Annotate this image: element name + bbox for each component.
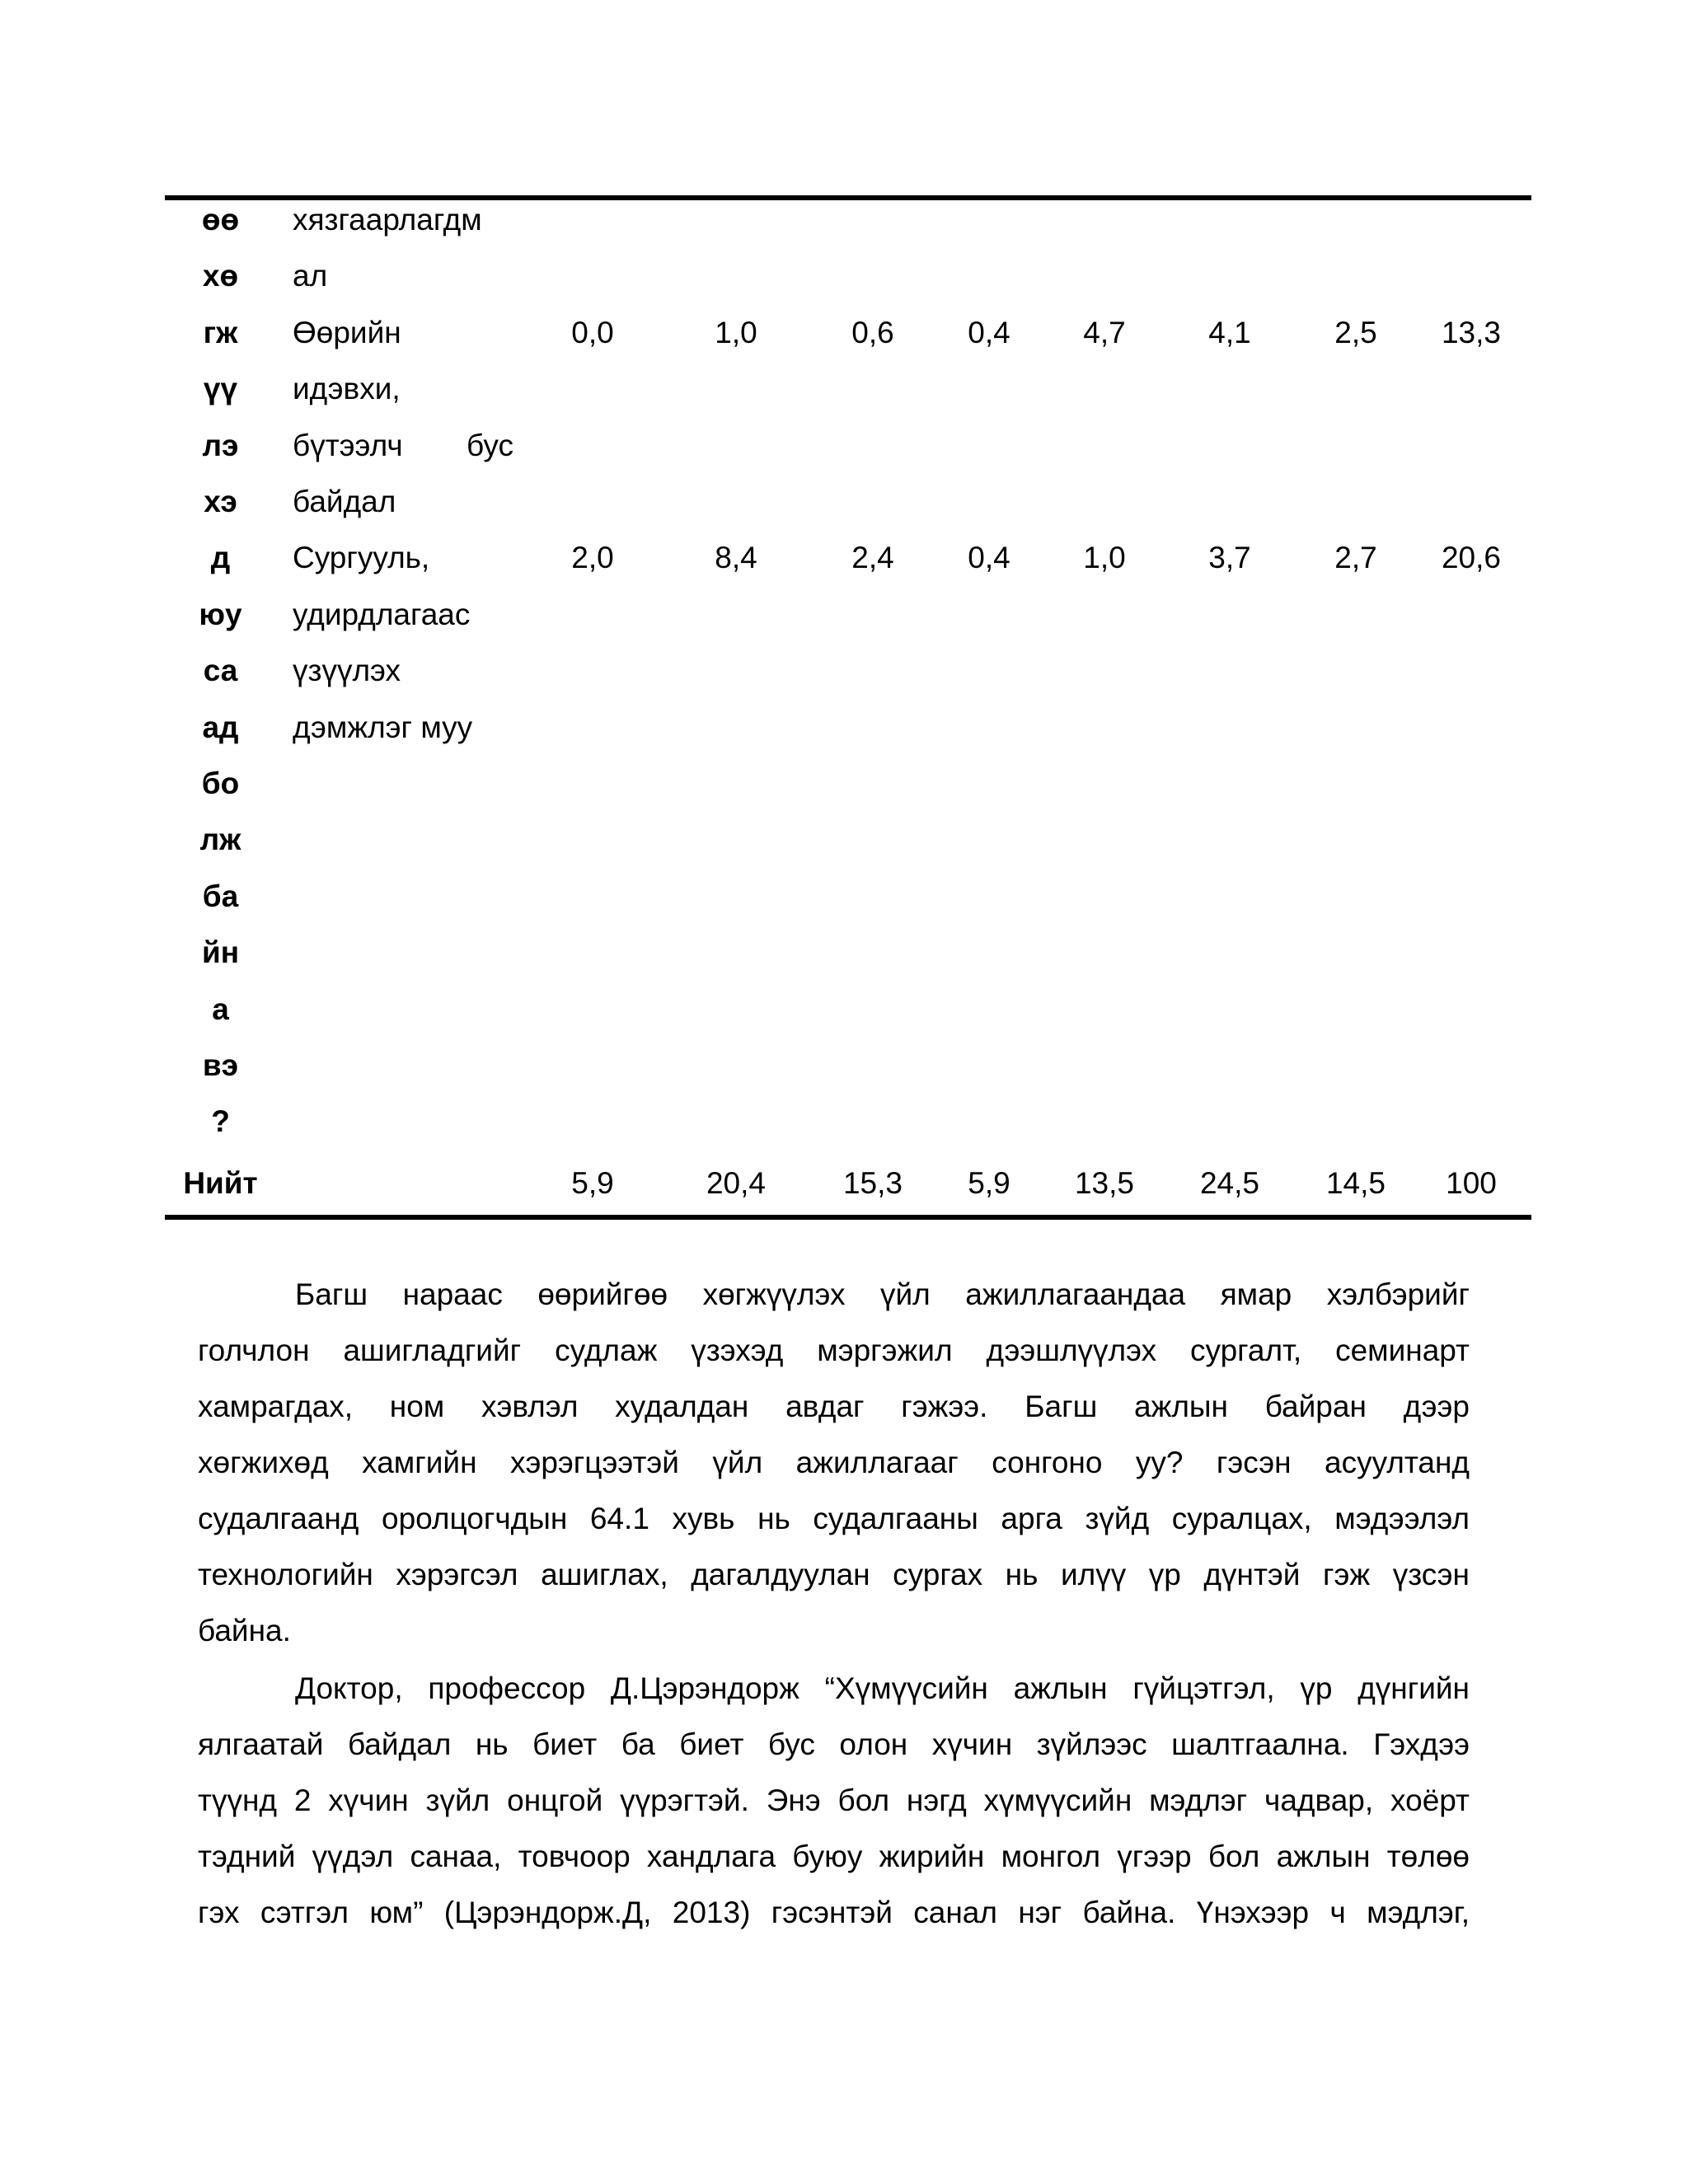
row-label: Сургууль, xyxy=(293,541,430,575)
question-fragment: лж xyxy=(199,823,241,857)
table-cell-value: 0,4 xyxy=(968,315,1010,349)
total-cell-value: 15,3 xyxy=(842,1166,903,1200)
question-fragment: гж xyxy=(203,315,238,349)
table-row xyxy=(0,361,1688,417)
row-label: байдал xyxy=(293,485,396,518)
paragraph xyxy=(198,1267,1470,1659)
table-row xyxy=(0,869,1688,925)
row-label: дэмжлэг муу xyxy=(293,710,473,744)
question-fragment: хө xyxy=(202,259,239,293)
question-fragment: са xyxy=(203,654,238,688)
row-label: удирдлагаас xyxy=(293,597,471,631)
table-cell-value: 0,6 xyxy=(851,315,894,349)
table-cell-value: 2,4 xyxy=(851,541,894,575)
total-cell-value: 100 xyxy=(1446,1166,1497,1200)
row-label: ал xyxy=(293,259,328,293)
text-line: голчлон ашигладгийг судлаж үзэхэд мэргэжил дээшлүүлэх сургалт, семинарт xyxy=(198,1333,1470,1367)
table-row xyxy=(0,982,1688,1038)
question-fragment: вэ xyxy=(202,1048,239,1082)
row-label: идэвхи, xyxy=(293,372,401,406)
row-label: хязгаарлагдм xyxy=(293,203,482,237)
question-fragment: юу xyxy=(199,597,242,631)
table-row xyxy=(0,925,1688,981)
table-row xyxy=(0,700,1688,756)
table-cell-value: 4,7 xyxy=(1083,315,1126,349)
question-fragment: лэ xyxy=(202,428,239,462)
text-line: судалгаанд оролцогчдын 64.1 хувь нь судалгааны арга зүйд суралцах, мэдээлэл xyxy=(198,1502,1470,1535)
question-fragment: хэ xyxy=(204,485,237,518)
table-cell-value: 8,4 xyxy=(715,541,757,575)
question-fragment: а xyxy=(212,991,229,1026)
table-row xyxy=(0,418,1688,474)
text-line: тэдний үүдэл санаа, товчоор хандлага буюу жирийн монгол үгээр бол ажлын төлөө xyxy=(198,1840,1470,1873)
table-row xyxy=(0,587,1688,643)
table-cell-value: 1,0 xyxy=(715,315,757,349)
table-cell-value: 20,6 xyxy=(1441,541,1501,575)
row-label-part: бус xyxy=(467,428,513,462)
table-row xyxy=(0,530,1688,586)
table-row xyxy=(0,812,1688,868)
table-cell-value: 0,0 xyxy=(571,315,614,349)
table-row xyxy=(0,305,1688,361)
text-line: Багш нараас өөрийгөө хөгжүүлэх үйл ажиллагаандаа ямар хэлбэрийг xyxy=(295,1277,1470,1311)
row-label xyxy=(293,418,513,474)
total-cell-value: 24,5 xyxy=(1199,1166,1259,1200)
table-cell-value: 2,0 xyxy=(571,541,614,575)
question-fragment: д xyxy=(210,541,231,575)
table-cell-value: 2,5 xyxy=(1334,315,1377,349)
table-row xyxy=(0,192,1688,248)
table-cell-value: 1,0 xyxy=(1083,541,1126,575)
table-row xyxy=(0,248,1688,304)
table-cell-value: 3,7 xyxy=(1208,541,1251,575)
total-cell-value: 13,5 xyxy=(1074,1166,1134,1200)
row-label: үзүүлэх xyxy=(293,654,401,688)
row-label-part: бүтээлч xyxy=(293,428,403,462)
total-label: Нийт xyxy=(183,1166,258,1200)
table-row xyxy=(0,643,1688,699)
table-total-row xyxy=(0,1155,1688,1212)
text-line: гэх сэтгэл юм” (Цэрэндорж.Д, 2013) гэсэнтэй санал нэг байна. Үнэхээр ч мэдлэг, xyxy=(198,1896,1470,1929)
total-cell-value: 14,5 xyxy=(1325,1166,1386,1200)
table-row xyxy=(0,1094,1688,1150)
text-line: Доктор, профессор Д.Цэрэндорж “Хүмүүсийн ажлын гүйцэтгэл, үр дүнгийн xyxy=(295,1671,1470,1705)
table-cell-value: 2,7 xyxy=(1334,541,1377,575)
text-line: түүнд 2 хүчин зүйл онцгой үүрэгтэй. Энэ бол нэгд хүмүүсийн мэдлэг чадвар, хоёрт xyxy=(198,1783,1470,1817)
row-label: Өөрийн xyxy=(293,315,401,349)
text-line: ялгаатай байдал нь биет ба биет бус олон хүчин зүйлээс шалтгаална. Гэхдээ xyxy=(198,1727,1470,1761)
question-fragment: бо xyxy=(201,766,240,800)
total-cell-value: 5,9 xyxy=(968,1166,1010,1200)
table-row xyxy=(0,1038,1688,1094)
question-fragment: ба xyxy=(202,879,239,913)
total-cell-value: 20,4 xyxy=(706,1166,766,1200)
text-line: хөгжихөд хамгийн хэрэгцээтэй үйл ажиллагааг сонгоно уу? гэсэн асуултанд xyxy=(198,1446,1470,1479)
question-fragment: ? xyxy=(211,1104,230,1139)
table-row xyxy=(0,756,1688,812)
question-fragment: йн xyxy=(201,935,240,970)
table-bottom-rule xyxy=(165,1215,1531,1220)
table-cell-value: 13,3 xyxy=(1441,315,1501,349)
table-row xyxy=(0,474,1688,530)
text-line: технологийн хэрэгсэл ашиглах, дагалдуулан сургах нь илүү үр дүнтэй гэж үзсэн xyxy=(198,1558,1470,1591)
paragraph xyxy=(198,1661,1470,1941)
question-fragment: өө xyxy=(201,203,240,237)
text-line: хамрагдах, ном хэвлэл худалдан авдаг гэжээ. Багш ажлын байран дээр xyxy=(198,1390,1470,1423)
total-cell-value: 5,9 xyxy=(571,1166,614,1200)
table-cell-value: 4,1 xyxy=(1208,315,1251,349)
table-cell-value: 0,4 xyxy=(968,541,1010,575)
question-fragment: ад xyxy=(202,710,239,744)
text-line: байна. xyxy=(198,1614,291,1647)
question-fragment: үү xyxy=(203,372,238,406)
